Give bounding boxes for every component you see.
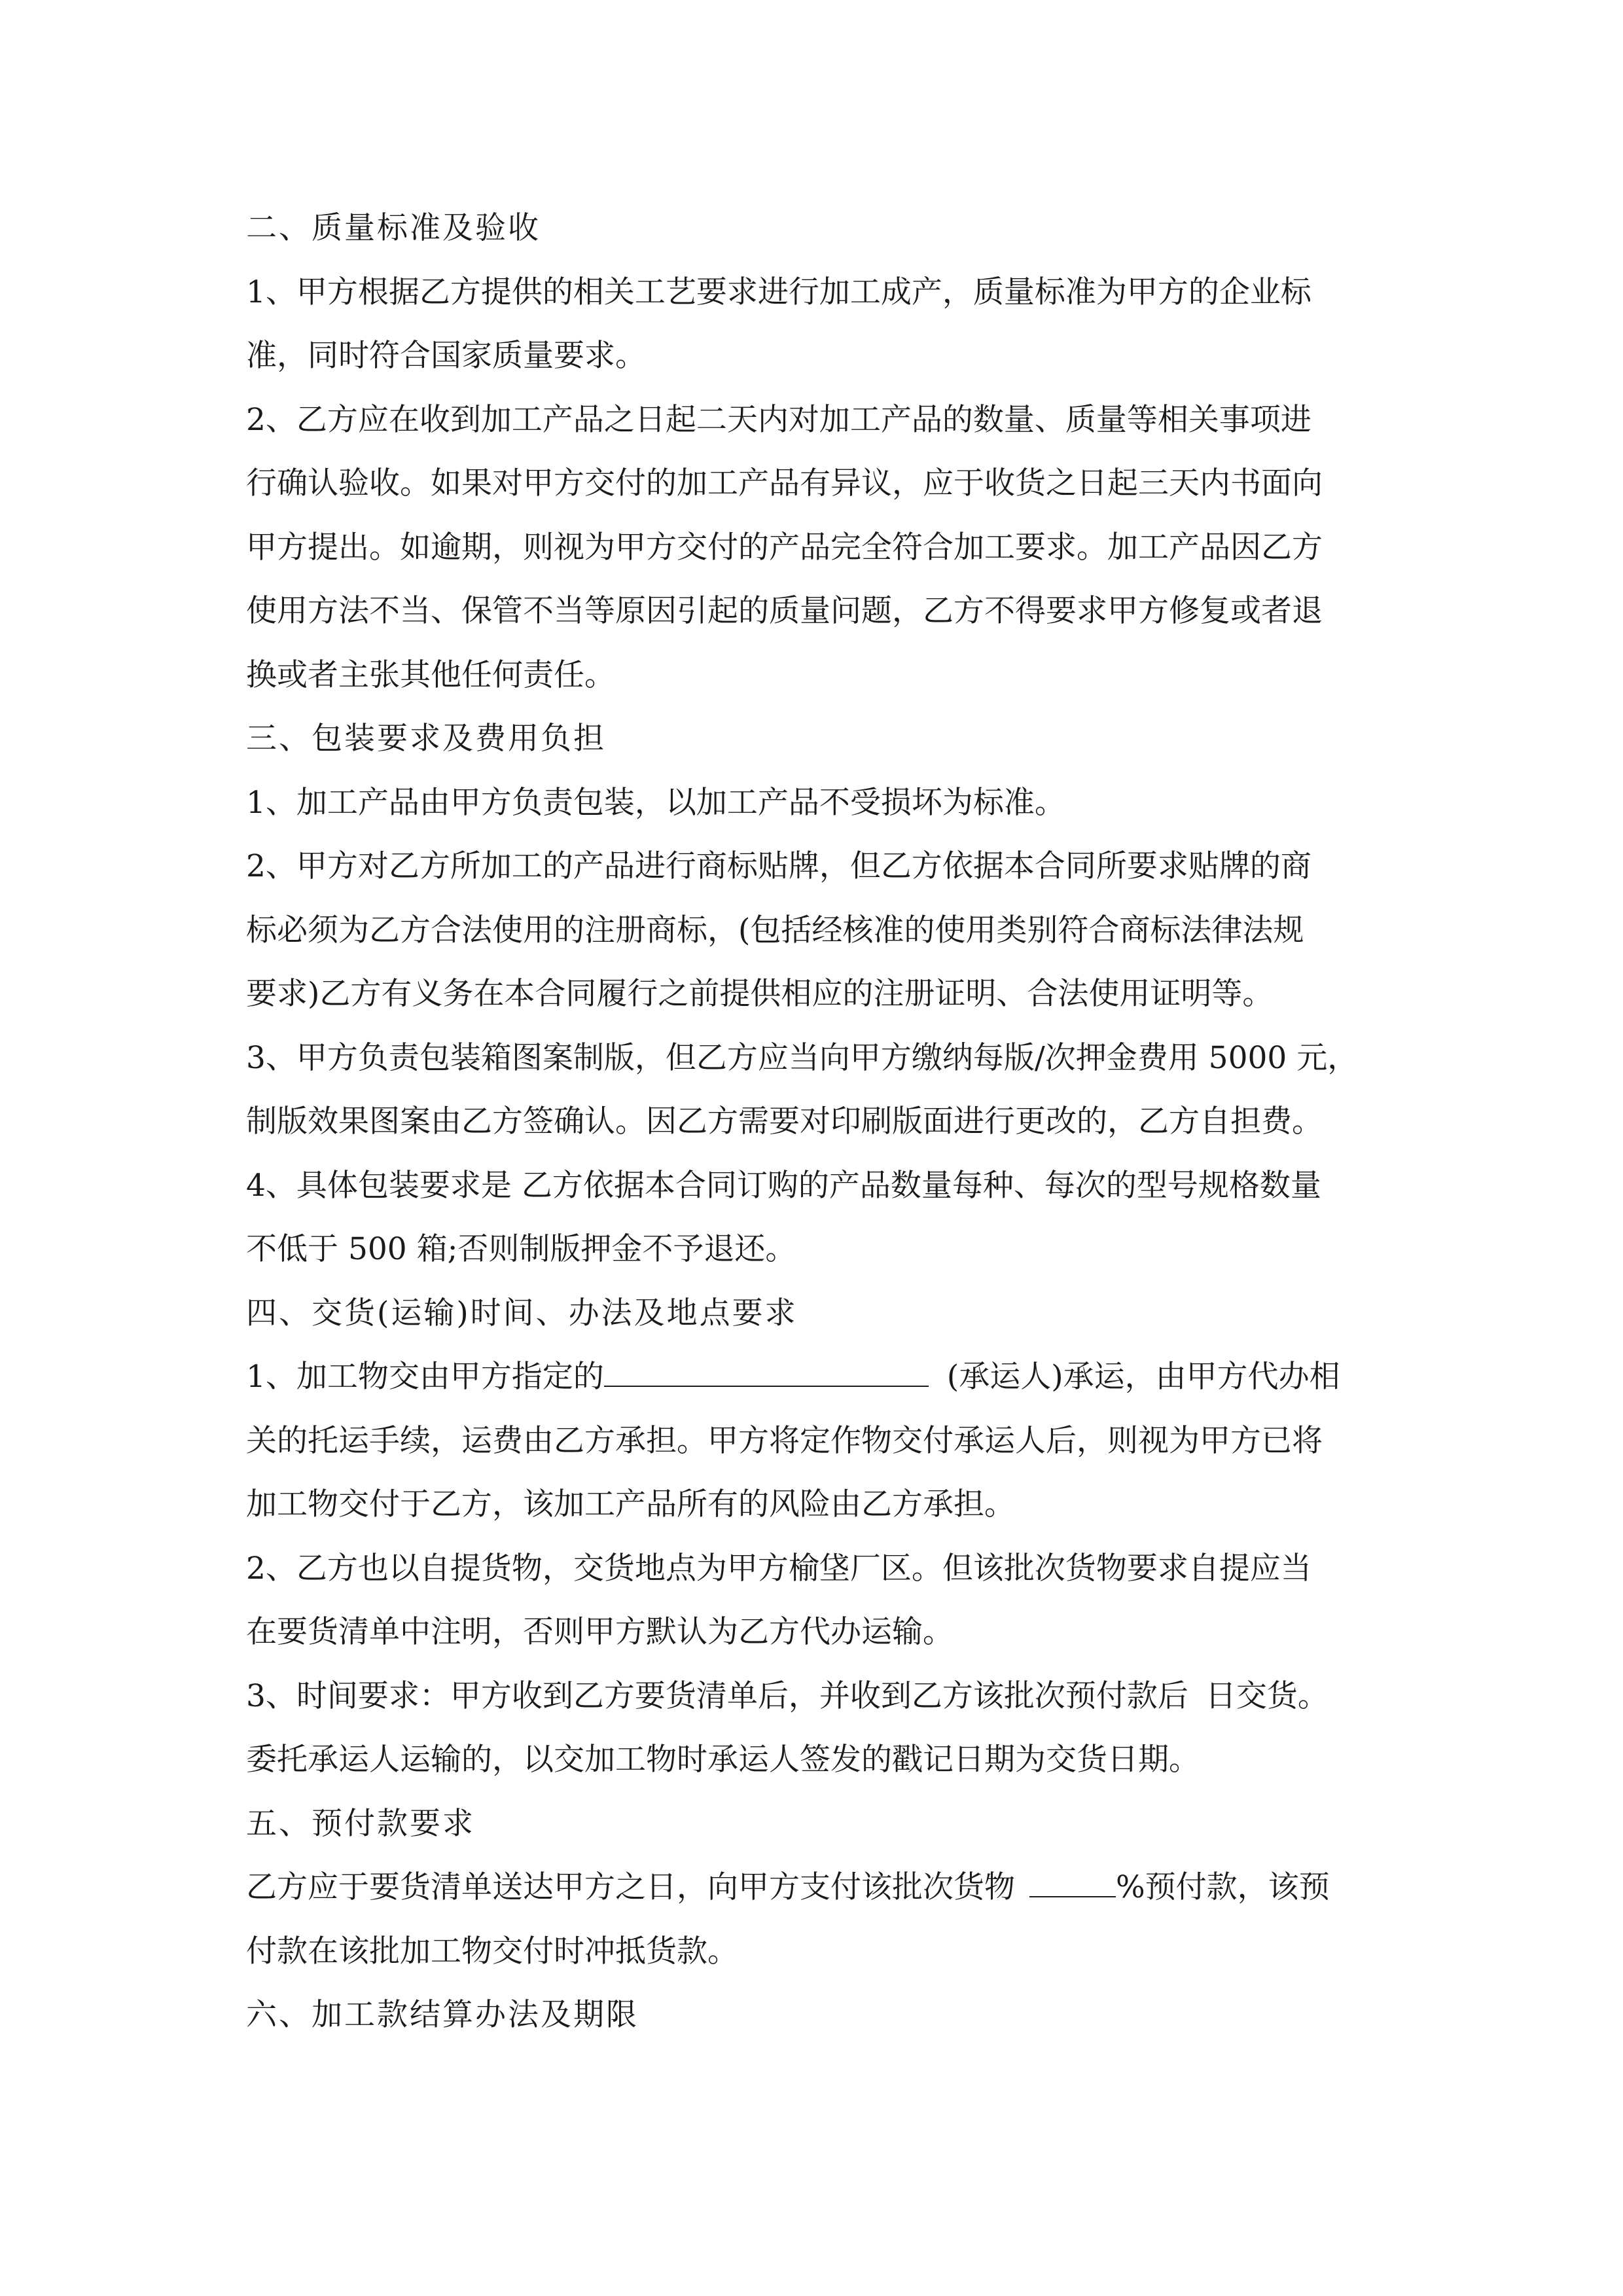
paragraph-line: 2、甲方对乙方所加工的产品进行商标贴牌，但乙方依据本合同所要求贴牌的商 (246, 848, 1311, 884)
paragraph-line: 付款在该批加工物交付时冲抵货款。 (246, 1933, 738, 1969)
line-text-before: 乙方应于要货清单送达甲方之日，向甲方支付该批次货物 (246, 1869, 1015, 1905)
paragraph-line: 1、加工产品由甲方负责包装，以加工产品不受损坏为标准。 (246, 784, 1065, 821)
paragraph-line: 行确认验收。如果对甲方交付的加工产品有异议，应于收货之日起三天内书面向 (246, 465, 1323, 501)
paragraph-line: 3、甲方负责包装箱图案制版，但乙方应当向甲方缴纳每版/次押金费用 5000 元， (246, 1039, 1359, 1076)
paragraph-line-with-percent-blank (246, 1856, 1398, 1920)
paragraph-line: 加工物交付于乙方，该加工产品所有的风险由乙方承担。 (246, 1486, 1015, 1522)
paragraph-line: 制版效果图案由乙方签确认。因乙方需要对印刷版面进行更改的，乙方自担费。 (246, 1103, 1323, 1139)
section-heading-settlement: 六、加工款结算办法及期限 (246, 1997, 639, 2033)
paragraph-line: 使用方法不当、保管不当等原因引起的质量问题，乙方不得要求甲方修复或者退 (246, 593, 1323, 629)
paragraph-line: 甲方提出。如逾期，则视为甲方交付的产品完全符合加工要求。加工产品因乙方 (246, 529, 1323, 565)
line-text-after: %预付款，该预 (1116, 1869, 1330, 1905)
line-text-after: (承运人)承运，由甲方代办相 (946, 1359, 1340, 1395)
paragraph-line: 不低于 500 箱;否则制版押金不予退还。 (246, 1231, 796, 1267)
section-heading-delivery: 四、交货(运输)时间、办法及地点要求 (246, 1295, 798, 1331)
paragraph-line: 准，同时符合国家质量要求。 (246, 338, 646, 374)
line-text-after: 日交货。 (1205, 1677, 1329, 1714)
line-text-before: 3、时间要求：甲方收到乙方要货清单后，并收到乙方该批次预付款后 (246, 1677, 1188, 1714)
paragraph-line: 要求)乙方有义务在本合同履行之前提供相应的注册证明、合法使用证明等。 (246, 976, 1274, 1012)
section-heading-packaging: 三、包装要求及费用负担 (246, 721, 606, 757)
percent-fill-blank (1029, 1870, 1116, 1897)
section-heading-prepayment: 五、预付款要求 (246, 1805, 475, 1842)
paragraph-line: 在要货清单中注明，否则甲方默认为乙方代办运输。 (246, 1614, 954, 1650)
section-heading-quality: 二、质量标准及验收 (246, 210, 541, 246)
paragraph-line: 换或者主张其他任何责任。 (246, 656, 615, 693)
line-text-before: 1、加工物交由甲方指定的 (246, 1359, 604, 1395)
document-body (246, 196, 1398, 2047)
paragraph-line: 1、甲方根据乙方提供的相关工艺要求进行加工成产，质量标准为甲方的企业标 (246, 274, 1311, 310)
paragraph-line: 2、乙方也以自提货物，交货地点为甲方榆垡厂区。但该批次货物要求自提应当 (246, 1550, 1311, 1587)
paragraph-line: 4、具体包装要求是 乙方依据本合同订购的产品数量每种、每次的型号规格数量 (246, 1167, 1321, 1204)
paragraph-line: 委托承运人运输的，以交加工物时承运人签发的戳记日期为交货日期。 (246, 1742, 1200, 1778)
paragraph-line: 2、乙方应在收到加工产品之日起二天内对加工产品的数量、质量等相关事项进 (246, 401, 1311, 438)
carrier-fill-blank (604, 1359, 929, 1387)
paragraph-line-with-carrier-blank (246, 1345, 1398, 1409)
paragraph-line: 标必须为乙方合法使用的注册商标，(包括经核准的使用类别符合商标法律法规 (246, 912, 1304, 948)
paragraph-line: 关的托运手续，运费由乙方承担。甲方将定作物交付承运人后，则视为甲方已将 (246, 1422, 1323, 1459)
paragraph-line-with-days-gap (246, 1664, 1398, 1729)
